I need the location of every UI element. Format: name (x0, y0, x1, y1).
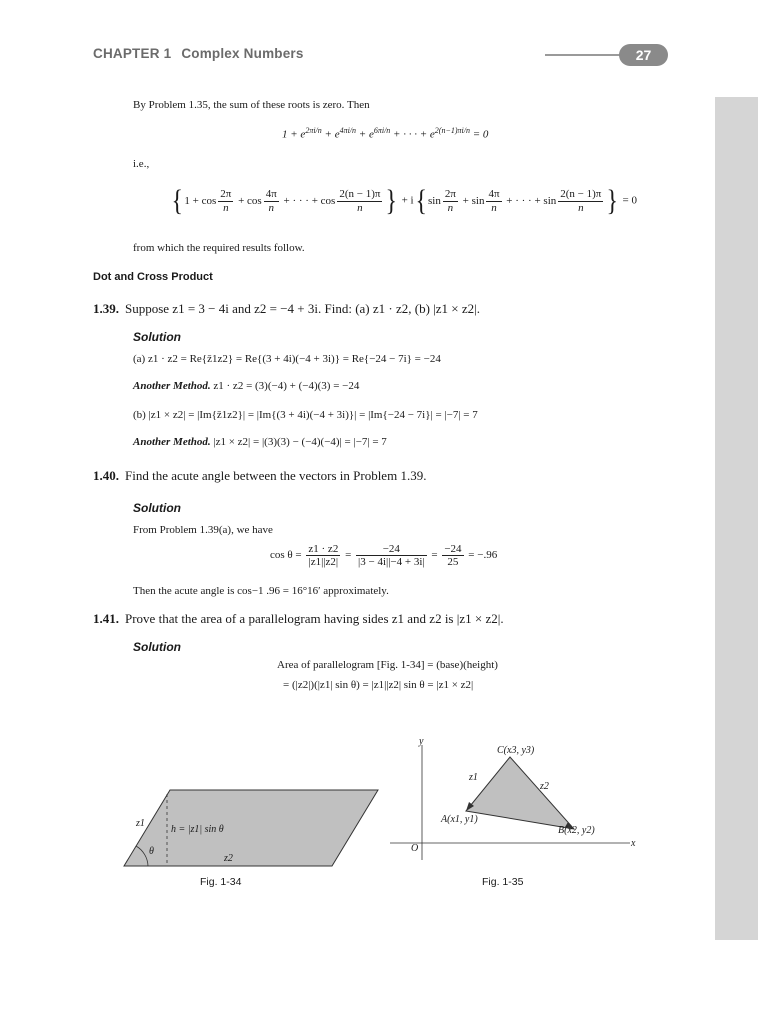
running-header (93, 46, 304, 61)
solution-label: Solution (133, 330, 181, 344)
section-heading: Dot and Cross Product (93, 271, 213, 283)
problem-number: 1.39. (93, 301, 119, 316)
fig135-A-label: A(x1, y1) (441, 814, 478, 825)
figure-1-34-parallelogram (110, 780, 390, 875)
follow-text: from which the required results follow. (133, 242, 305, 254)
problem-1-41 (93, 611, 504, 627)
problem-number: 1.40. (93, 468, 119, 483)
figure-1-34-caption: Fig. 1-34 (200, 876, 242, 888)
page-side-tab (715, 97, 758, 940)
chapter-title: Complex Numbers (181, 46, 304, 61)
problem-statement: Find the acute angle between the vectors in Problem 1.39. (125, 468, 427, 483)
problem-1-40 (93, 468, 426, 484)
fig135-y-label: y (419, 736, 424, 747)
fig135-B-label: B(x2, y2) (558, 825, 595, 836)
fig134-height-label: h = |z1| sin θ (171, 824, 224, 835)
fig135-z2-label: z2 (540, 781, 549, 792)
fig135-x-label: x (631, 838, 636, 849)
solution-part-b: (b) |z1 × z2| = |Im{z̄1z2}| = |Im{(3 + 4i)(−4 + 3i)}| = |Im{−24 − 7i}| = |−7| = 7 (133, 409, 478, 421)
fig134-theta-label: θ (149, 846, 154, 857)
cos-equation: cos θ = $\frac{z1 \cdot z2}{|z1||z2|}$ = $\frac{-24}{|3 - 4i||-4 + 3i|}$ = $\frac{-24}{25}$ = −.96 (270, 543, 498, 569)
fig135-C-label: C(x3, y3) (497, 745, 535, 756)
parallelogram-shape (124, 790, 378, 866)
solution-label: Solution (133, 501, 181, 515)
fig135-z1-label: z1 (469, 772, 478, 783)
page-number: 27 (619, 44, 668, 66)
fig134-z2-label: z2 (224, 853, 233, 864)
eq-sin-part: sin $\frac{2\pi}{n}$ + sin $\frac{4\pi}{n}$ + · · · + sin $\frac{2(n - 1)\pi}{n}$ (428, 188, 602, 214)
eq-imag-unit: + i (401, 194, 414, 207)
then-text: Then the acute angle is cos−1 .96 = 16°16′ approximately. (133, 585, 389, 597)
ie-text: i.e., (133, 158, 150, 170)
equation-roots-sum: $1 + e^{2\pi i/n} + e^{4\pi i/n} + e^{6\pi i/n}$ + · · · + $e^{2(n-1)\pi i/n} = 0$ (282, 126, 489, 141)
solution-label: Solution (133, 640, 181, 654)
triangle-shape (466, 757, 574, 829)
equation-trig-sum: {1 + cos $\frac{2\pi}{n}$ + cos $\frac{4\pi}{n}$ + · · · + cos $\frac{2(n - 1)\pi}{n}$ } + i{sin $\frac{2\pi}{n}$ + sin $\frac{4\pi}{n}$ + · · · + sin $\frac{2(n - 1)\pi}{n}$ } = 0 (171, 184, 637, 217)
problem-number: 1.41. (93, 611, 119, 626)
figure-1-35-caption: Fig. 1-35 (482, 876, 524, 888)
another-method-2: Another Method. |z1 × z2| = |(3)(3) − (−4)(−4)| = |−7| = 7 (133, 436, 387, 448)
chapter-label: CHAPTER 1 (93, 46, 172, 61)
problem-statement: Prove that the area of a parallelogram having sides z1 and z2 is |z1 × z2|. (125, 611, 504, 626)
another-method-1: Another Method. z1 · z2 = (3)(−4) + (−4)(3) = −24 (133, 380, 360, 392)
fig135-origin-label: O (411, 843, 419, 854)
area-line-1: Area of parallelogram [Fig. 1-34] = (base)(height) (277, 659, 498, 671)
eq-equals-zero: = 0 (622, 194, 637, 207)
fig134-z1-label: z1 (136, 818, 145, 829)
problem-statement: Suppose z1 = 3 − 4i and z2 = −4 + 3i. Find: (a) z1 · z2, (b) |z1 × z2|. (125, 301, 480, 316)
area-line-2: = (|z2|)(|z1| sin θ) = |z1||z2| sin θ = |z1 × z2| (283, 679, 474, 691)
intro-text: By Problem 1.35, the sum of these roots is zero. Then (133, 99, 370, 111)
eq-cos-part: 1 + cos $\frac{2\pi}{n}$ + cos $\frac{4\pi}{n}$ + · · · + cos $\frac{2(n - 1)\pi}{n}$ (184, 188, 381, 214)
header-rule (545, 54, 625, 56)
problem-1-39 (93, 301, 480, 317)
solution-part-a: (a) z1 · z2 = Re{z̄1z2} = Re{(3 + 4i)(−4 + 3i)} = Re{−24 − 7i} = −24 (133, 353, 441, 365)
from-text: From Problem 1.39(a), we have (133, 524, 273, 536)
